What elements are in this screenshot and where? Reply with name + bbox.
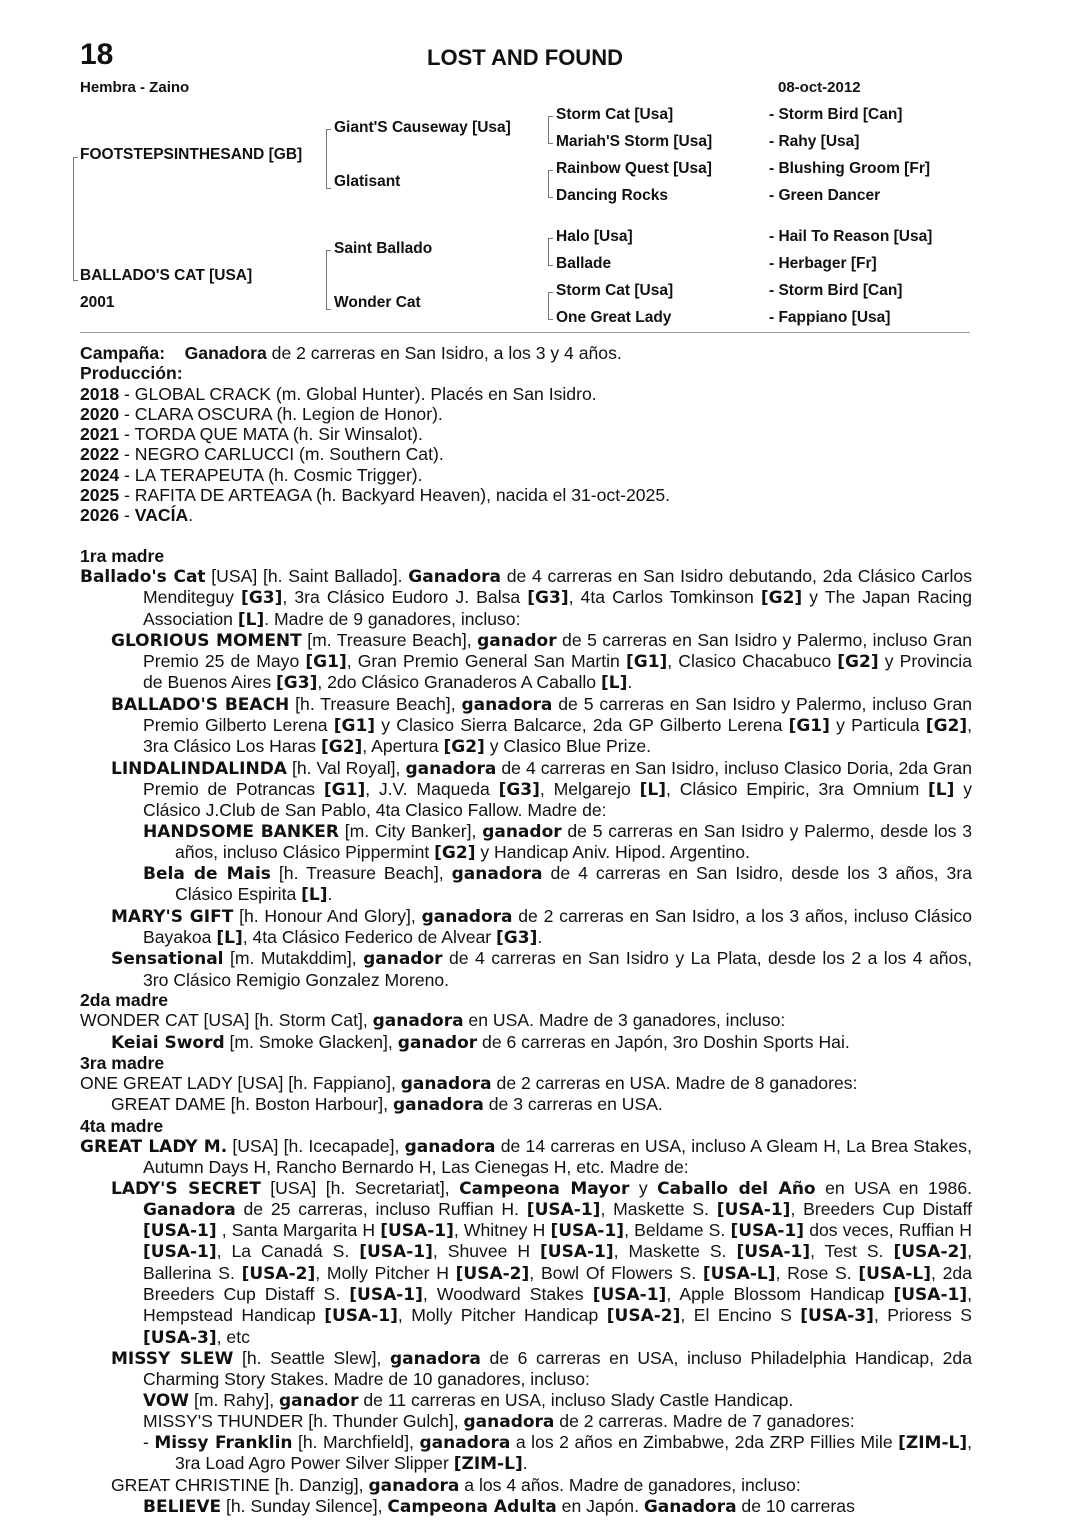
catalog-body [80,343,972,1517]
heading-1ra-madre: 1ra madre [80,545,165,566]
gen4-2: - Rahy [Usa] [769,133,860,150]
horse-name: LOST AND FOUND [427,45,623,70]
gen3-4: Dancing Rocks [556,187,668,204]
grandfoal-bela-de-mais: Bela de Mais [h. Treasure Beach], ganadora de 4 carreras en San Isidro, desde los 3 años, 3ra Clásico Espirita [L]. [143,863,972,906]
gen3-7: Storm Cat [Usa] [556,282,674,299]
produccion-item: 2021 - TORDA QUE MATA (h. Sir Winsalot). [80,424,423,445]
foal-great-christine: GREAT CHRISTINE [h. Danzig], ganadora a los 4 años. Madre de ganadores, incluso: [111,1474,801,1496]
gen4-7: - Storm Bird [Can] [769,282,903,299]
produccion-item: 2022 - NEGRO CARLUCCI (m. Southern Cat). [80,444,444,465]
gen3-6: Ballade [556,255,612,272]
dam-name: BALLADO'S CAT [USA] [80,267,253,284]
sire-name: FOOTSTEPSINTHESAND [GB] [80,146,303,163]
produccion-list [80,384,972,506]
heading-2da-madre: 2da madre [80,989,169,1010]
campana: Campaña: Ganadora de 2 carreras en San Isidro, a los 3 y 4 años. [80,343,622,363]
dam-1: Ballado's Cat [USA] [h. Saint Ballado]. Ganadora de 4 carreras en San Isidro debutando, 2da Clásico Carlos Menditeguy [G3], 3ra Clásico Eudoro J. Balsa [G3], 4ta Carlos Tomkinson [G2] y The Japan Racing Association [L]. Madre de 9 ganadores, incluso: [80,565,972,630]
foal-sensational: Sensational [m. Mutakddim], ganador de 4 carreras en San Isidro y La Plata, desde los 2 a los 4 años, 3ro Clásico Remigio Gonzalez Moreno. [111,948,973,990]
dam-2: WONDER CAT [USA] [h. Storm Cat], ganadora en USA. Madre de 3 ganadores, incluso: [80,1010,786,1032]
heading-3ra-madre: 3ra madre [80,1052,165,1073]
dam-dam: Wonder Cat [334,294,421,311]
produccion-item: 2018 - GLOBAL CRACK (m. Global Hunter). Placés en San Isidro. [80,383,597,404]
foal-keiai-sword: Keiai Sword [m. Smoke Glacken], ganador de 6 carreras en Japón, 3ro Doshin Sports Hai. [111,1031,850,1053]
foal-great-dame: GREAT DAME [h. Boston Harbour], ganadora de 3 carreras en USA. [111,1094,663,1116]
heading-4ta-madre: 4ta madre [80,1115,164,1136]
foal-ladys-secret: LADY'S SECRET [USA] [h. Secretariat], Campeona Mayor y Caballo del Año en USA en 1986. Ganadora de 25 carreras, incluso Ruffian H. [USA-1], Maskette S. [USA-1], Breeders Cup Distaff [USA-1] , Santa Margarita H [USA-1], Whitney H [USA-1], Beldame S. [USA-1] dos veces, Ruffian H [USA-1], La Canadá S. [USA-1], Shuvee H [USA-1], Maskette S. [USA-1], Test S. [USA-2], Ballerina S. [USA-2], Molly Pitcher H [USA-2], Bowl Of Flowers S. [USA-L], Rose S. [USA-L], 2da Breeders Cup Distaff S. [USA-1], Woodward Stakes [USA-1], Apple Blossom Handicap [USA-1], Hempstead Handicap [USA-1], Molly Pitcher Handicap [USA-2], El Encino S [USA-3], Prioress S [USA-3], etc [111,1177,972,1348]
produccion-2026: 2026 - VACÍA. [80,505,194,526]
gen4-1: - Storm Bird [Can] [769,106,903,123]
foal-lindalindalinda: LINDALINDALINDA [h. Val Royal], ganadora de 4 carreras en San Isidro, incluso Clasico Doria, 2da Gran Premio de Potrancas [G1], J.V. Maqueda [G3], Melgarejo [L], Clásico Empiric, 3ra Omnium [L] y Clásico J.Club de San Pablo, 4ta Clasico Fallow. Madre de: [111,757,972,821]
gen3-1: Storm Cat [Usa] [556,106,674,123]
gen4-6: - Herbager [Fr] [769,255,877,272]
dam-3: ONE GREAT LADY [USA] [h. Fappiano], ganadora de 2 carreras en USA. Madre de 8 ganadores: [80,1073,858,1095]
greatgrandfoal-missy-franklin: - Missy Franklin [h. Marchfield], ganadora a los 2 años en Zimbabwe, 2da ZRP Fillies Mile [ZIM-L], 3ra Load Agro Power Silver Slipper [ZIM-L]. [143,1432,972,1475]
grandfoal-vow: VOW [m. Rahy], ganador de 11 carreras en USA, incluso Slady Castle Handicap. [143,1389,794,1411]
produccion-item: 2024 - LA TERAPEUTA (h. Cosmic Trigger). [80,464,423,485]
pedigree-divider [80,332,970,333]
foal-marys-gift: MARY'S GIFT [h. Honour And Glory], ganadora de 2 carreras en San Isidro, a los 3 años, incluso Clásico Bayakoa [L], 4ta Clásico Federico de Alvear [G3]. [111,905,972,949]
gen3-2: Mariah'S Storm [Usa] [556,133,713,150]
gen4-4: - Green Dancer [769,187,881,204]
grandfoal-missys-thunder: MISSY'S THUNDER [h. Thunder Gulch], ganadora de 2 carreras. Madre de 7 ganadores: [143,1410,855,1432]
produccion-item: 2020 - CLARA OSCURA (h. Legion de Honor). [80,403,443,424]
foal-glorious-moment: GLORIOUS MOMENT [m. Treasure Beach], ganador de 5 carreras en San Isidro y Palermo, incluso Gran Premio 25 de Mayo [G1], Gran Premio General San Martin [G1], Clasico Chacabuco [G2] y Provincia de Buenos Aires [G3], 2do Clásico Granaderos A Caballo [L]. [111,629,973,694]
dam-year: 2001 [80,294,115,311]
sire-sire: Giant'S Causeway [Usa] [334,119,511,136]
foal-ballados-beach: BALLADO'S BEACH [h. Treasure Beach], ganadora de 5 carreras en San Isidro y Palermo, incluso Gran Premio Gilberto Lerena [G1] y Clasico Sierra Balcarce, 2da GP Gilberto Lerena [G1] y Particula [G2], 3ra Clásico Los Haras [G2], Apertura [G2] y Clasico Blue Prize. [111,693,973,758]
birth-date: 08-oct-2012 [778,79,861,96]
dam-4: GREAT LADY M. [USA] [h. Icecapade], ganadora de 14 carreras en USA, incluso A Gleam H, La Brea Stakes, Autumn Days H, Rancho Bernardo H, Las Cienegas H, etc. Madre de: [80,1135,972,1178]
produccion-item: 2025 - RAFITA DE ARTEAGA (h. Backyard Heaven), nacida el 31-oct-2025. [80,485,671,506]
gen3-3: Rainbow Quest [Usa] [556,160,712,177]
lot-number: 18 [80,38,114,71]
sire-dam: Glatisant [334,173,401,190]
gen3-5: Halo [Usa] [556,228,633,245]
sex-coat: Hembra - Zaino [80,79,190,96]
foal-missy-slew: MISSY SLEW [h. Seattle Slew], ganadora de 6 carreras en USA, incluso Philadelphia Handicap, 2da Charming Story Stakes. Madre de 10 ganadores, incluso: [111,1347,972,1390]
grandfoal-believe: BELIEVE [h. Sunday Silence], Campeona Adulta en Japón. Ganadora de 10 carreras [143,1496,855,1518]
gen4-8: - Fappiano [Usa] [769,309,891,326]
dam-sire: Saint Ballado [334,240,433,257]
produccion-heading: Producción: [80,363,183,384]
grandfoal-handsome-banker: HANDSOME BANKER [m. City Banker], ganador de 5 carreras en San Isidro y Palermo, desde los 3 años, incluso Clásico Pippermint [G2] y Handicap Aniv. Hipod. Argentino. [143,820,972,863]
gen4-3: - Blushing Groom [Fr] [769,160,931,177]
gen3-8: One Great Lady [556,309,672,326]
gen4-5: - Hail To Reason [Usa] [769,228,933,245]
